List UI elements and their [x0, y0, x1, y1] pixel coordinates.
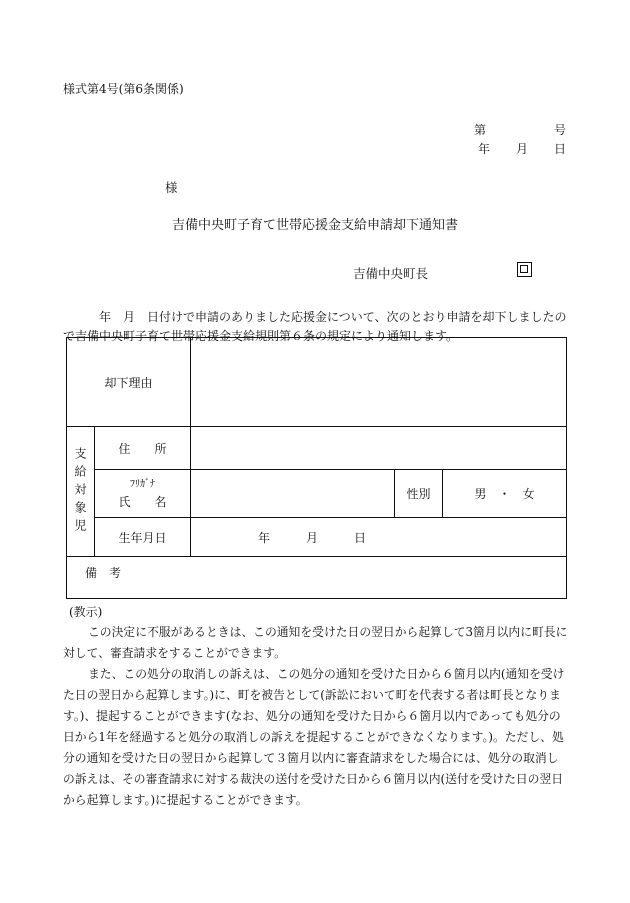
- issuer-name: 吉備中央町長: [353, 266, 429, 281]
- date-year: 年: [478, 142, 491, 156]
- rejection-reason-value: [191, 338, 567, 427]
- target-child-text: 支給対象児: [73, 446, 87, 537]
- remarks-cell: [67, 557, 567, 599]
- target-child-label: [67, 427, 95, 557]
- date-month: 月: [516, 142, 529, 156]
- rejection-details-table: [66, 337, 567, 599]
- notice-body: 年 月 日付けで申請のありました応援金について、次のとおり申請を却下しましたので吉備中央町子育て世帯応援金支給規則第６条の規定により通知します。: [63, 310, 567, 343]
- instruction-paragraph-2: また、この処分の取消しの訴えは、この処分の通知を受けた日から６箇月以内(通知を受けた日の翌日から起算します。)に、町を被告として(訴訟において町を代表する者は町長となります。)、提起することができます(なお、処分の通知を受けた日から６箇月以内であっても処分の日から1年を経過すると処分の取消しの訴えを提起することができなくなります。)。ただし、処分の通知を受けた日の翌日から起算して３箇月以内に審査請求をした場合には、処分の取消しの訴えは、その審査請求に対する裁決の送付を受けた日から６箇月以内(送付を受けた日の翌日から起算します。)に提起することができます。: [63, 667, 565, 807]
- name-label-cell: [95, 470, 191, 518]
- document-number-prefix: 第: [474, 123, 487, 137]
- rejection-reason-label: 却下理由: [67, 338, 191, 427]
- instruction-paragraph-1: この決定に不服があるときは、この通知を受けた日の翌日から起算して3箇月以内に町長に対して、審査請求をすることができます。: [63, 625, 568, 660]
- gender-options: 男 ・ 女: [443, 470, 567, 518]
- name-label: 氏 名: [118, 494, 167, 509]
- birthdate-label: 生年月日: [95, 518, 191, 557]
- document-number: [474, 121, 566, 138]
- addressee: 様: [165, 180, 178, 195]
- form-number: 様式第4号(第6条関係): [63, 82, 184, 96]
- document-title: 吉備中央町子育て世帯応援金支給申請却下通知書: [171, 218, 458, 233]
- document-number-suffix: 号: [553, 123, 566, 137]
- address-value: [191, 427, 567, 470]
- birthdate-value: 年 月 日: [191, 518, 567, 557]
- seal-mark: [517, 262, 532, 277]
- furigana-label: ﾌﾘｶﾞﾅ: [130, 478, 155, 490]
- instruction-heading: (教示): [69, 605, 103, 619]
- date-day: 日: [554, 142, 567, 156]
- remarks-label: 備 考: [85, 566, 122, 580]
- address-label: 住 所: [95, 427, 191, 470]
- gender-label: 性別: [395, 470, 443, 518]
- name-value: [191, 470, 395, 518]
